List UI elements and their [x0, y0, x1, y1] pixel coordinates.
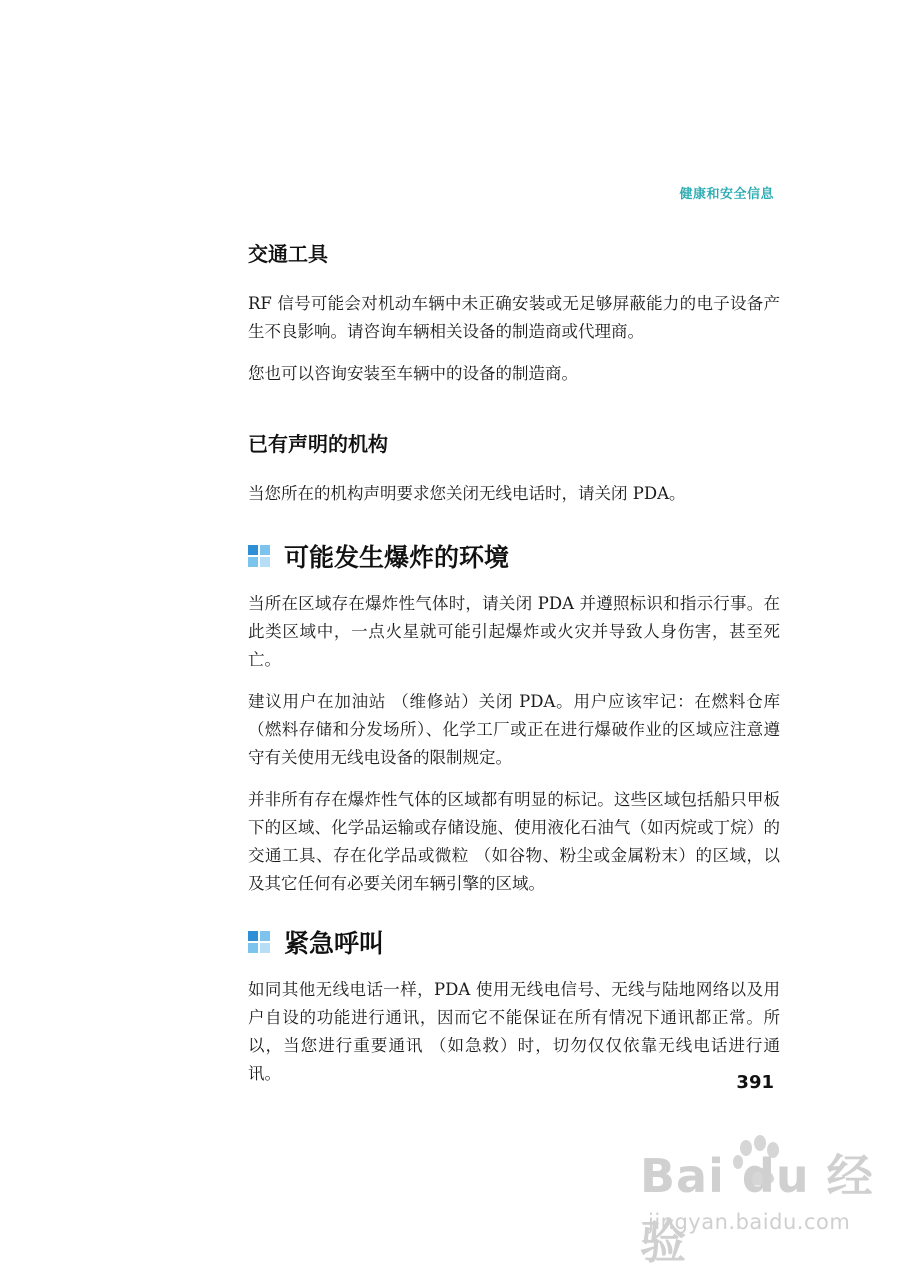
watermark-logo: Bai du 经验 [640, 1149, 874, 1269]
page-content [248, 240, 780, 1102]
paragraph-emergency-1: 如同其他无线电话一样，PDA 使用无线电信号、无线与陆地网络以及用户自设的功能进行通讯，因而它不能保证在所有情况下通讯都正常。所以，当您进行重要通讯 （如急救）时，切勿仅仅依靠无线电话进行通讯。 [248, 980, 780, 1083]
section-title-emergency: 紧急呼叫 [284, 929, 385, 958]
paragraph-explosive-2: 建议用户在加油站 （维修站）关闭 PDA。用户应该牢记：在燃料仓库 （燃料存储和分发场所）、化学工厂或正在进行爆破作业的区域应注意遵守有关使用无线电设备的限制规定。 [248, 692, 780, 767]
section-title-explosive: 可能发生爆炸的环境 [284, 543, 510, 572]
running-header: 健康和安全信息 [679, 187, 774, 202]
section-square-icon [248, 931, 270, 953]
section-heading-emergency [248, 924, 780, 960]
section-square-icon [248, 545, 270, 567]
paragraph-vehicles-1: RF 信号可能会对机动车辆中未正确安装或无足够屏蔽能力的电子设备产生不良影响。请咨询车辆相关设备的制造商或代理商。 [248, 294, 780, 341]
watermark-url: jingyan.baidu.com [648, 1210, 851, 1234]
subheading-posted-facilities: 已有声明的机构 [248, 432, 388, 456]
paragraph-explosive-3: 并非所有存在爆炸性气体的区域都有明显的标记。这些区域包括船只甲板下的区域、化学品运输或存储设施、使用液化石油气（如丙烷或丁烷）的交通工具、存在化学品或微粒 （如谷物、粉尘或金属粉末）的区域，以及其它任何有必要关闭车辆引擎的区域。 [248, 790, 780, 893]
subheading-vehicles: 交通工具 [248, 242, 328, 266]
paragraph-vehicles-2: 您也可以咨询安装至车辆中的设备的制造商。 [248, 364, 578, 383]
baidu-jingyan-watermark [640, 1140, 880, 1270]
page-number: 391 [736, 1072, 774, 1093]
paragraph-explosive-1: 当所在区域存在爆炸性气体时，请关闭 PDA 并遵照标识和指示行事。在此类区域中，一点火星就可能引起爆炸或火灾并导致人身伤害，甚至死亡。 [248, 594, 780, 669]
paragraph-posted-1: 当您所在的机构声明要求您关闭无线电话时，请关闭 PDA。 [248, 484, 686, 503]
section-heading-explosive [248, 538, 780, 574]
